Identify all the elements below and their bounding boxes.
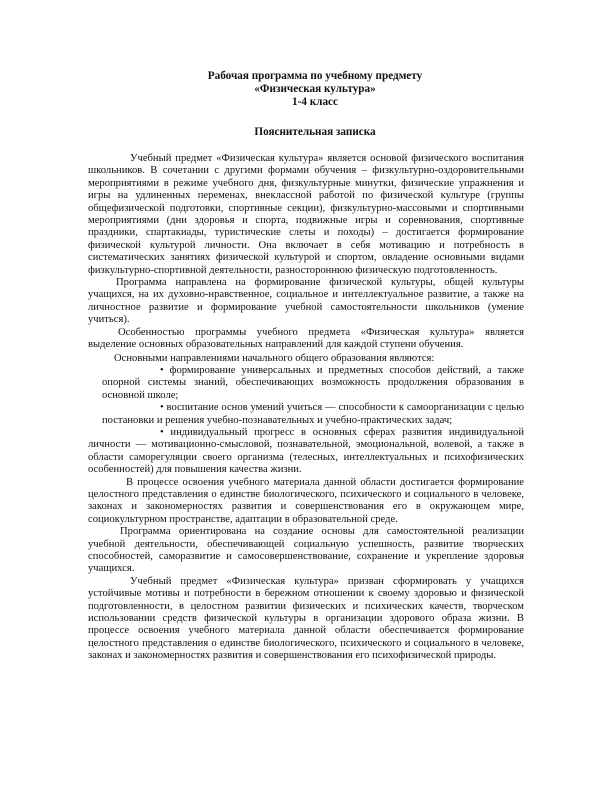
paragraph-1: Учебный предмет «Физическая культура» является основой физического воспитания школьников. В сочетании с другими формами обучения – физкультурно-оздоровительными мероприятиями в режиме учебного дня, физкультурные минутки, физические упражнения и игры на удлиненных переменах, внеклассной работой по физической культуре (группы общефизической подготовки, спортивные секции), физкультурно-массовыми и спортивными мероприятиями (дни здоровья и спорта, подвижные игры и соревнования, спортивные праздники, спартакиады, туристические слеты и походы) – достигается формирование физической культурой личности. Она включает в себя мотивацию и потребность в систематических занятиях физической культурой и спортом, овладение основными видами физкультурно-спортивной деятельности, разностороннюю физическую подготовленность. [88,153,524,276]
header-line-3: 1-4 класс [292,96,338,108]
bullet-item-3: • индивидуальный прогресс в основных сферах развития индивидуальной личности — мотивационно-смысловой, познавательной, эмоциональной, волевой, а также в области саморегуляции своего организма (телесных, интеллектуальных и психофизических особенностей) для повышения качества жизни. [88,426,524,476]
header-line-1: Рабочая программа по учебному предмету [207,70,423,82]
paragraph-3: Особенностью программы учебного предмета «Физическая культура» является выделение основных образовательных направлений для каждой ступени обучения. [88,326,524,351]
bullet-item-1: • формирование универсальных и предметных способов действий, а также опорной системы знаний, обеспечивающих возможность продолжения образования в основной школе; [102,364,524,401]
paragraph-6: Программа ориентирована на создание основы для самостоятельной реализации учебной деятельности, обеспечивающей социальную успешность, развитие творческих способностей, саморазвитие и самосовершенствование, сохранение и укрепление здоровья учащихся. [88,526,524,575]
header-line-2: «Физическая культура» [254,83,376,95]
document-header [106,70,524,109]
paragraph-4: Основными направлениями начального общего образования являются: [114,352,435,364]
paragraph-2: Программа направлена на формирование физической культуры, общей культуры учащихся, на их духовно-нравственное, социальное и интеллектуальное развитие, а также на личностное развитие и формирование учебной самостоятельности школьников (умение учиться). [88,277,524,326]
section-title: Пояснительная записка [254,126,376,138]
bullet-item-2: • воспитание основ умений учиться — способности к самоорганизации с целью постановки и решения учебно-познавательных и учебно-практических задач; [102,402,524,426]
paragraph-7: Учебный предмет «Физическая культура» призван сформировать у учащихся устойчивые мотивы и потребности в бережном отношении к своему здоровью и физической подготовленности, в целостном развитии физических и психических качеств, творческом использовании средств физической культуры в организации здорового образа жизни. В процессе освоения учебного материала данной области обеспечивается формирование целостного представления о единстве биологического, психического и социального в человеке, законах и закономерностях развития и совершенствования его психофизической природы. [88,575,524,662]
document-page [88,70,524,663]
paragraph-5: В процессе освоения учебного материала данной области достигается формирование целостного представления о единстве биологического, психического и социального в человеке, законах и закономерностях развития и совершенствования его в окружающем мире, социокультурном пространстве, адаптации в образовательной среде. [88,476,524,525]
